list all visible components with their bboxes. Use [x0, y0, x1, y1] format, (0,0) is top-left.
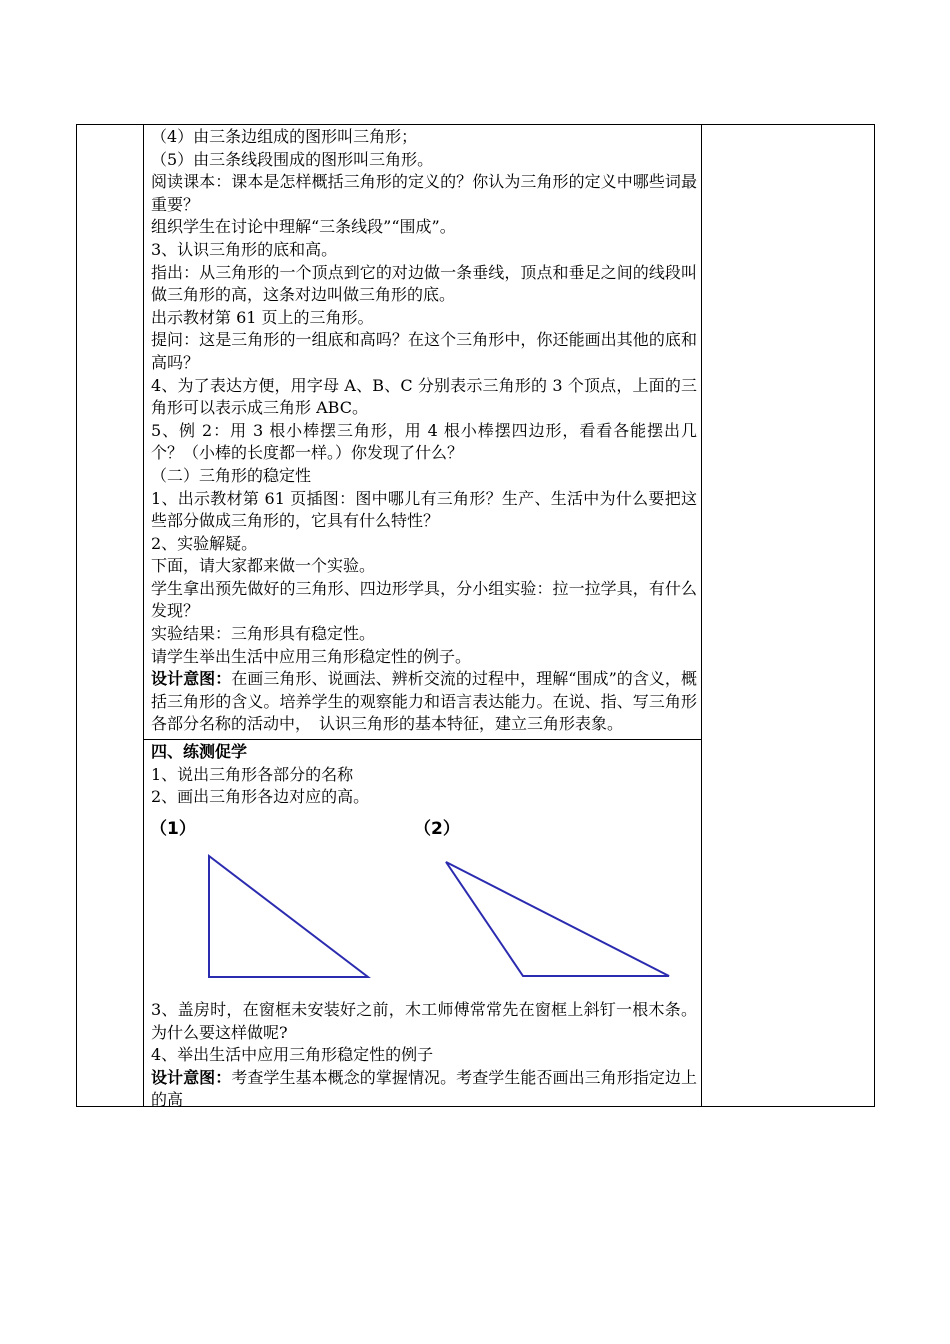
- text-line: 组织学生在讨论中理解“三条线段”“围成”。: [151, 217, 456, 237]
- design-intent: [151, 1067, 697, 1112]
- triangle-1: [209, 856, 368, 977]
- triangle-2: [446, 862, 669, 976]
- text-line: 1、出示教材第 61 页插图：图中哪儿有三角形？生产、生活中为什么要把这些部分做成三角形的，它具有什么特性？: [151, 488, 697, 531]
- text-line: 1、说出三角形各部分的名称: [151, 764, 354, 784]
- text-line: （5）由三条线段围成的图形叫三角形。: [151, 149, 434, 169]
- text-line: 4、为了表达方便，用字母 A、B、C 分别表示三角形的 3 个顶点，上面的三角形可以表示成三角形 ABC。: [151, 375, 697, 418]
- text-line: 出示教材第 61 页上的三角形。: [151, 307, 374, 327]
- text-line: 2、画出三角形各边对应的高。: [151, 787, 370, 807]
- text-line: 提问：这是三角形的一组底和高吗？在这个三角形中，你还能画出其他的底和高吗？: [151, 330, 697, 372]
- text-line: 下面，请大家都来做一个实验。: [151, 556, 376, 576]
- design-intent-label: 设计意图：: [151, 669, 232, 689]
- text-line: 请学生举出生活中应用三角形稳定性的例子。: [151, 646, 472, 666]
- design-intent-text: 在画三角形、说画法、辨析交流的过程中，理解“围成”的含义，概括三角形的含义。培养学生的观察能力和语言表达能力。在说、指、写三角形各部分名称的活动中， 认识三角形的基本特征，建立三角形表象。: [151, 669, 697, 734]
- text-line: （4）由三条边组成的图形叫三角形；: [151, 127, 418, 146]
- text-line: 3、认识三角形的底和高。: [151, 239, 338, 259]
- text-line: 2、实验解疑。: [151, 533, 258, 553]
- figure-label-2: （2）: [414, 819, 460, 839]
- text-line: 3、盖房时，在窗框未安装好之前，木工师傅常常先在窗框上斜钉一根木条。为什么要这样做呢?: [151, 1000, 697, 1042]
- text-line: 阅读课本：课本是怎样概括三角形的定义的？你认为三角形的定义中哪些词最重要？: [151, 172, 697, 214]
- figure-label-1: （1）: [150, 819, 196, 839]
- design-intent-label: 设计意图：: [151, 1067, 232, 1087]
- text-line: （二）三角形的稳定性: [151, 465, 312, 485]
- section-heading: 四、练测促学: [151, 742, 248, 761]
- text-line: 指出：从三角形的一个顶点到它的对边做一条垂线，顶点和垂足之间的线段叫做三角形的高，这条对边叫做三角形的底。: [151, 262, 697, 305]
- text-line: 4、举出生活中应用三角形稳定性的例子: [151, 1045, 434, 1065]
- text-line: 学生拿出预先做好的三角形、四边形学具，分小组实验：拉一拉学具，有什么发现？: [151, 578, 697, 621]
- practice-section-continued: [151, 999, 697, 1112]
- design-intent-text: 考查学生基本概念的掌握情况。考查学生能否画出三角形指定边上的高: [151, 1067, 697, 1110]
- text-line: 实验结果：三角形具有稳定性。: [151, 624, 376, 644]
- text-line: 5、例 2：用 3 根小棒摆三角形，用 4 根小棒摆四边形，看看各能摆出几个？（小棒的长度都一样。）你发现了什么？: [151, 420, 697, 463]
